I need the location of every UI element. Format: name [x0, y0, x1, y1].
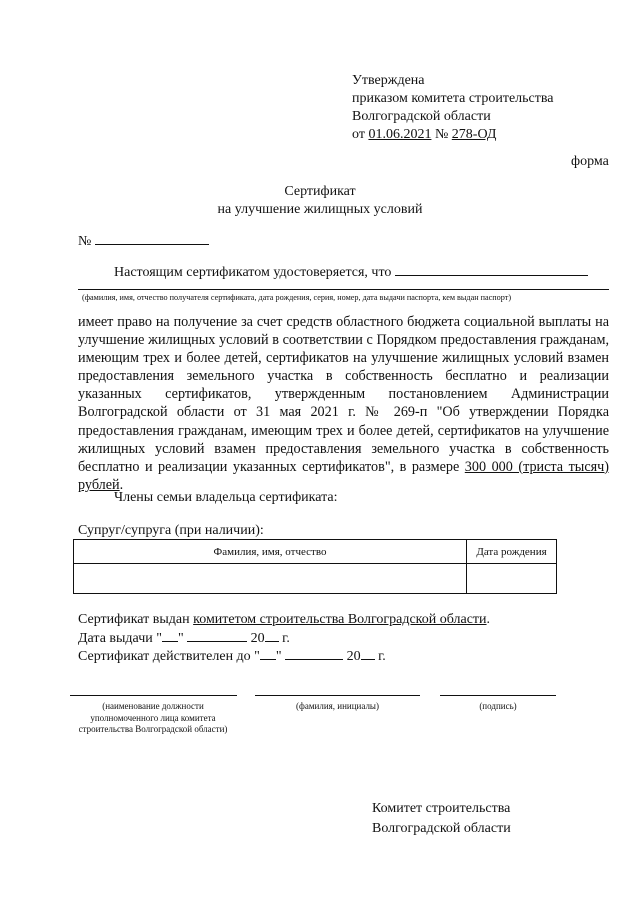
issued-by: Сертификат выдан комитетом строительства Волгоградской области.: [78, 612, 491, 627]
recipient-blank: [395, 263, 588, 276]
table-row: [74, 564, 557, 594]
spouse-birth-cell: [467, 564, 557, 594]
document-title: [0, 183, 640, 219]
signature-caption-position: (наименование должности уполномоченного лица комитета строительства Волгоградской области): [78, 701, 228, 734]
certificate-body: имеет право на получение за счет средств областного бюджета социальной выплаты на улучшение жилищных условий в соответствии с Порядком предоставления гражданам, имеющим трех и более детей, сертификатов на улучшение жилищных условий взамен предоставления земельного участка в собственность бесплатно и реализации указанных сертификатов, утвержденным постановлением Администрации Волгоградской области от 31 мая 2021 г. № 269-п "Об утверждении Порядка предоставления гражданам, имеющим трех и более детей, сертификатов на улучшение жилищных условий взамен предоставления земельного участка в собственность бесплатно и реализации указанных сертификатов", в размере 300 000 (триста тысяч) рублей.: [78, 314, 610, 493]
certificate-number: №: [78, 232, 209, 250]
order-date: 01.06.2021: [368, 127, 432, 142]
certificate-intro: Настоящим сертификатом удостоверяется, что: [114, 263, 588, 281]
approval-line-2: приказом комитета строительства: [352, 91, 554, 106]
title-line-1: Сертификат: [284, 184, 356, 199]
signature-line-signature: [440, 695, 556, 696]
signature-line-position: [70, 695, 237, 696]
signature-caption-signature: (подпись): [479, 701, 517, 711]
valid-until: Сертификат действителен до " " 20 г.: [78, 649, 386, 664]
committee-block: [372, 799, 511, 839]
family-heading: Члены семьи владельца сертификата:: [114, 490, 338, 505]
recipient-hint: (фамилия, имя, отчество получателя сертификата, дата рождения, серия, номер, дата выдачи паспорта, кем выдан паспорт): [82, 293, 512, 302]
approval-line-1: Утверждена: [352, 73, 425, 88]
certificate-number-blank: [95, 232, 209, 245]
form-label: форма: [571, 154, 609, 169]
issuer-name: комитетом строительства Волгоградской области: [193, 612, 487, 627]
table-header-row: [74, 540, 557, 564]
committee-line-2: Волгоградской области: [372, 821, 511, 836]
spouse-label: Супруг/супруга (при наличии):: [78, 523, 264, 538]
certificate-amount: 300 000 (триста тысяч) рублей: [78, 458, 610, 493]
spouse-name-cell: [74, 564, 467, 594]
family-table: [73, 539, 557, 594]
order-number: 278-ОД: [451, 127, 497, 142]
committee-line-1: Комитет строительства: [372, 801, 511, 816]
recipient-underline: [78, 289, 609, 290]
title-line-2: на улучшение жилищных условий: [217, 202, 423, 217]
approval-line-4: от 01.06.2021 № 278-ОД: [352, 127, 497, 142]
signature-caption-name: (фамилия, инициалы): [296, 701, 379, 711]
col-full-name: Фамилия, имя, отчество: [74, 540, 467, 564]
col-birth-date: Дата рождения: [467, 540, 557, 564]
issue-date: Дата выдачи " " 20 г.: [78, 631, 290, 646]
approval-block: [352, 72, 554, 144]
signature-line-name: [255, 695, 420, 696]
approval-line-3: Волгоградской области: [352, 109, 491, 124]
